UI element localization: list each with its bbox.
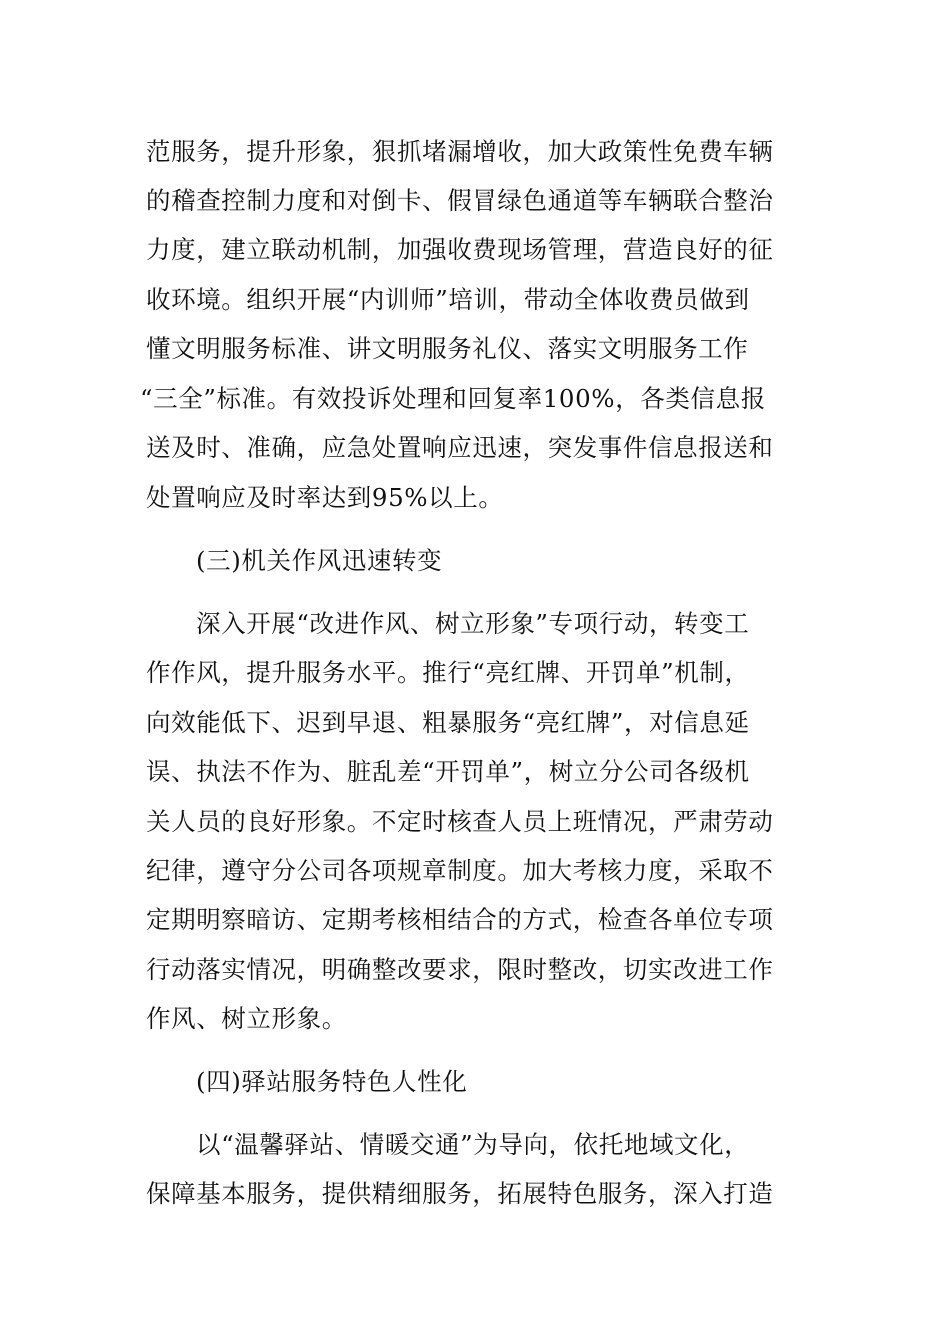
section-heading-4: (四)驿站服务特色人性化 [196,1067,468,1096]
text-line: 的稽查控制力度和对倒卡、假冒绿色通道等车辆联合整治 [146,186,774,215]
text-line: 力度，建立联动机制，加强收费现场管理，营造良好的征 [146,235,774,264]
text-line: 保障基本服务，提供精细服务，拓展特色服务，深入打造 [146,1179,774,1208]
text-line: 懂文明服务标准、讲文明服务礼仪、落实文明服务工作 [146,334,749,363]
text-line: 纪律，遵守分公司各项规章制度。加大考核力度，采取不 [146,856,774,885]
text-line: 收环境。组织开展“内训师”培训，带动全体收费员做到 [146,285,750,314]
section-heading-3: (三)机关作风迅速转变 [196,546,443,575]
text-line: 作作风，提升服务水平。推行“亮红牌、开罚单”机制， [146,658,750,687]
text-line: 以“温馨驿站、情暖交通”为导向，依托地域文化， [196,1130,750,1159]
text-line: 行动落实情况，明确整改要求，限时整改，切实改进工作 [146,955,774,984]
text-line: 处置响应及时率达到95%以上。 [146,483,504,512]
text-line: 关人员的良好形象。不定时核查人员上班情况，严肃劳动 [146,807,774,836]
text-line: 深入开展“改进作风、树立形象”专项行动，转变工 [196,609,750,638]
text-line: 误、执法不作为、脏乱差“开罚单”，树立分公司各级机 [146,757,750,786]
text-line: 作风、树立形象。 [146,1004,347,1033]
text-line: 送及时、准确，应急处置响应迅速，突发事件信息报送和 [146,433,774,462]
text-line: 向效能低下、迟到早退、粗暴服务“亮红牌”，对信息延 [146,708,750,737]
text-line: 范服务，提升形象，狠抓堵漏增收，加大政策性免费车辆 [146,137,774,166]
text-line: 定期明察暗访、定期考核相结合的方式，检查各单位专项 [146,905,774,934]
text-line: “三全”标准。有效投诉处理和回复率100%，各类信息报 [140,384,766,413]
